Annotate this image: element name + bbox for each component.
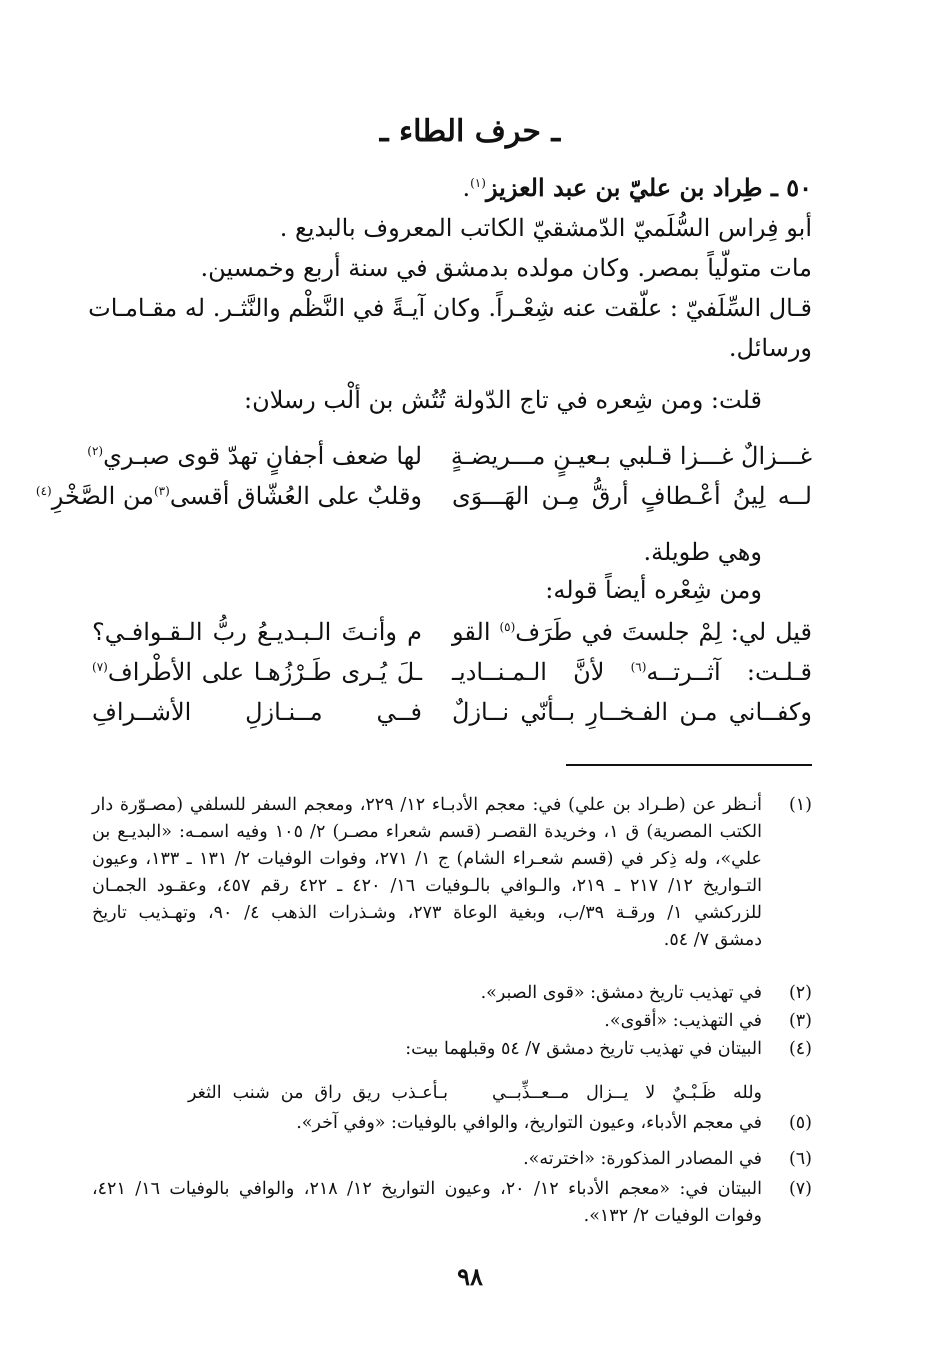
- footnote: [92, 1110, 812, 1137]
- footnote-separator: [566, 764, 812, 766]
- entry-heading-end: .: [462, 174, 471, 202]
- footnote-line: الكتب المصرية) ق ١، وخريدة القصـر (قسم شعراء مصـر) ٢/ ١٠٥ وفيه اسمـه: «البديـع بن: [92, 822, 762, 842]
- footnote: [92, 1008, 812, 1035]
- verse-text: لأنَّ الـمـنــاديـ: [452, 658, 631, 686]
- body-line: مات متولّياً بمصر. وكان مولده بدمشق في سنة أربع وخمسين.: [200, 254, 812, 282]
- entry-heading: [92, 168, 812, 208]
- verse-hemistich-left: فــي مــنـازلِ الأشــرافِ: [92, 698, 422, 726]
- body-line: قلت: ومن شِعره في تاج الدّولة تُتُش بن ألْب رسلان:: [243, 386, 762, 414]
- footnote-ref: (٥): [499, 620, 516, 634]
- verse-hemistich-left: [92, 652, 422, 692]
- body-line: أبو فِراس السُّلَميّ الدّمشقيّ الكاتب المعروف بالبديع .: [279, 214, 812, 242]
- footnote-line: في تهذيب تاريخ دمشق: «قوى الصبر».: [480, 983, 762, 1003]
- footnote-number: (٤): [788, 1039, 812, 1059]
- verse-hemistich-right: لــه لِينُ أعْـطافٍ أرقُّ مِـن الهَـــوَى: [452, 482, 812, 510]
- verse-text: وقلبٌ على العُشّاق أقسى: [169, 482, 422, 510]
- chapter-title: ـ حرف الطاء ـ: [379, 114, 561, 149]
- footnote-ref: (٦): [630, 660, 647, 674]
- footnote-line: التـواريخ ١٢/ ٢١٧ ـ ٢١٩، والـوافي بالـوفيات ١٦/ ٤٢٠ ـ ٤٢٢ رقم ٤٥٧، وعقـود الجمـان: [92, 876, 762, 896]
- verse-text: من الصَّخْرِ: [51, 482, 154, 510]
- verse-text: ـلَ يُـرى طَـرْزُهـا على الأطْراف: [107, 658, 422, 686]
- verse-hemistich-left: م وأنـتَ الـبـديـعُ ربُّ الـقـوافـي؟: [92, 618, 422, 646]
- footnote-verse-right: ولله ظَـبْـيٌ لا يــزال مــعــذِّبــي: [492, 1083, 762, 1103]
- verse-hemistich-right: [452, 652, 812, 692]
- verse-text: قيل لي: لِمْ جلستَ في طَرَف: [515, 618, 812, 646]
- footnote-line: البيتان في: «معجم الأدباء ١٢/ ٢٠، وعيون التواريخ ١٢/ ٢١٨، والوافي بالوفيات ١٦/ ٤٢١،: [92, 1179, 762, 1199]
- footnote-ref: (٧): [92, 660, 108, 674]
- body-line: قـال السِّلَفيّ : علّقت عنه شِعْـراً. وكان آيـةً في النَّظْم والنَّثـر. له مقـامـات: [88, 294, 812, 322]
- verse-hemistich-right: غـــزالٌ غـــزا قـلبي بـعيـنٍ مـــريضـةٍ: [450, 442, 812, 470]
- footnote-number: (٣): [788, 1011, 812, 1031]
- verse-hemistich-left: [87, 436, 422, 476]
- verse-text: قـلـت: آثــرتــه: [646, 658, 812, 686]
- footnote-ref: (٢): [87, 444, 104, 458]
- body-line: ومن شِعْره أيضاً قوله:: [545, 576, 762, 604]
- verse-text: القو: [452, 618, 500, 646]
- verse-hemistich-left: [35, 476, 422, 516]
- footnote-number: (١): [788, 795, 812, 815]
- footnote: [92, 980, 812, 1007]
- footnote-number: (٦): [788, 1149, 812, 1169]
- footnote-ref: (٤): [35, 484, 52, 498]
- footnote-line: في المصادر المذكورة: «اخترته».: [523, 1149, 762, 1169]
- footnote-line: في التهذيب: «أقوى».: [604, 1011, 762, 1031]
- footnote-line: وفوات الوفيات ٢/ ١٣٢».: [583, 1206, 762, 1226]
- body-line: وهي طويلة.: [643, 538, 762, 566]
- footnote-ref: (٣): [153, 484, 170, 498]
- footnote-verse-left: بـأعـذب ريق راق من شنب الثغر: [188, 1083, 448, 1103]
- footnote-line: دمشق ٧/ ٥٤.: [663, 930, 762, 950]
- verse-text: لها ضعف أجفانٍ تهدّ قوى صبـري: [103, 442, 422, 470]
- page-number: ٩٨: [457, 1262, 483, 1291]
- footnote-number: (٧): [788, 1179, 812, 1199]
- footnote-line: للزركشي ١/ ورقـة ٣٩/ب، وبغية الوعاة ٢٧٣، وشـذرات الذهب ٤/ ٩٠، وتهـذيب تاريخ: [92, 903, 762, 923]
- footnote: [92, 792, 812, 954]
- footnote-number: (٥): [788, 1113, 812, 1133]
- verse-hemistich-right: وكفــاني مـن الفـخــارِ بــأنّي نــازلٌ: [452, 698, 812, 726]
- verse-hemistich-right: [452, 612, 812, 652]
- footnote-number: (٢): [788, 983, 812, 1003]
- footnote-line: علي»، وله ذِكر في (قسم شعـراء الشام) ج ١/ ٢٧١، وفوات الوفيات ٢/ ١٣١ ـ ١٣٣، وعيون: [92, 849, 763, 869]
- footnote-ref: (١): [470, 176, 486, 190]
- body-line: ورسائل.: [728, 334, 812, 362]
- footnote: [92, 1146, 812, 1173]
- entry-heading-text: ٥٠ ـ طِراد بن عليّ بن عبد العزيز: [485, 173, 812, 202]
- footnote-line: أنـظر عن (طـراد بن علي) في: معجم الأدبـاء ١٢/ ٢٢٩، ومعجم السفر للسلفي (مصـوّرة دار: [92, 795, 762, 815]
- footnote: [92, 1176, 812, 1230]
- footnote: [92, 1036, 812, 1063]
- footnote-line: البيتان في تهذيب تاريخ دمشق ٧/ ٥٤ وقبلهما بيت:: [405, 1039, 762, 1059]
- footnote-line: في معجم الأدباء، وعيون التواريخ، والوافي بالوفيات: «وفي آخر».: [296, 1113, 762, 1133]
